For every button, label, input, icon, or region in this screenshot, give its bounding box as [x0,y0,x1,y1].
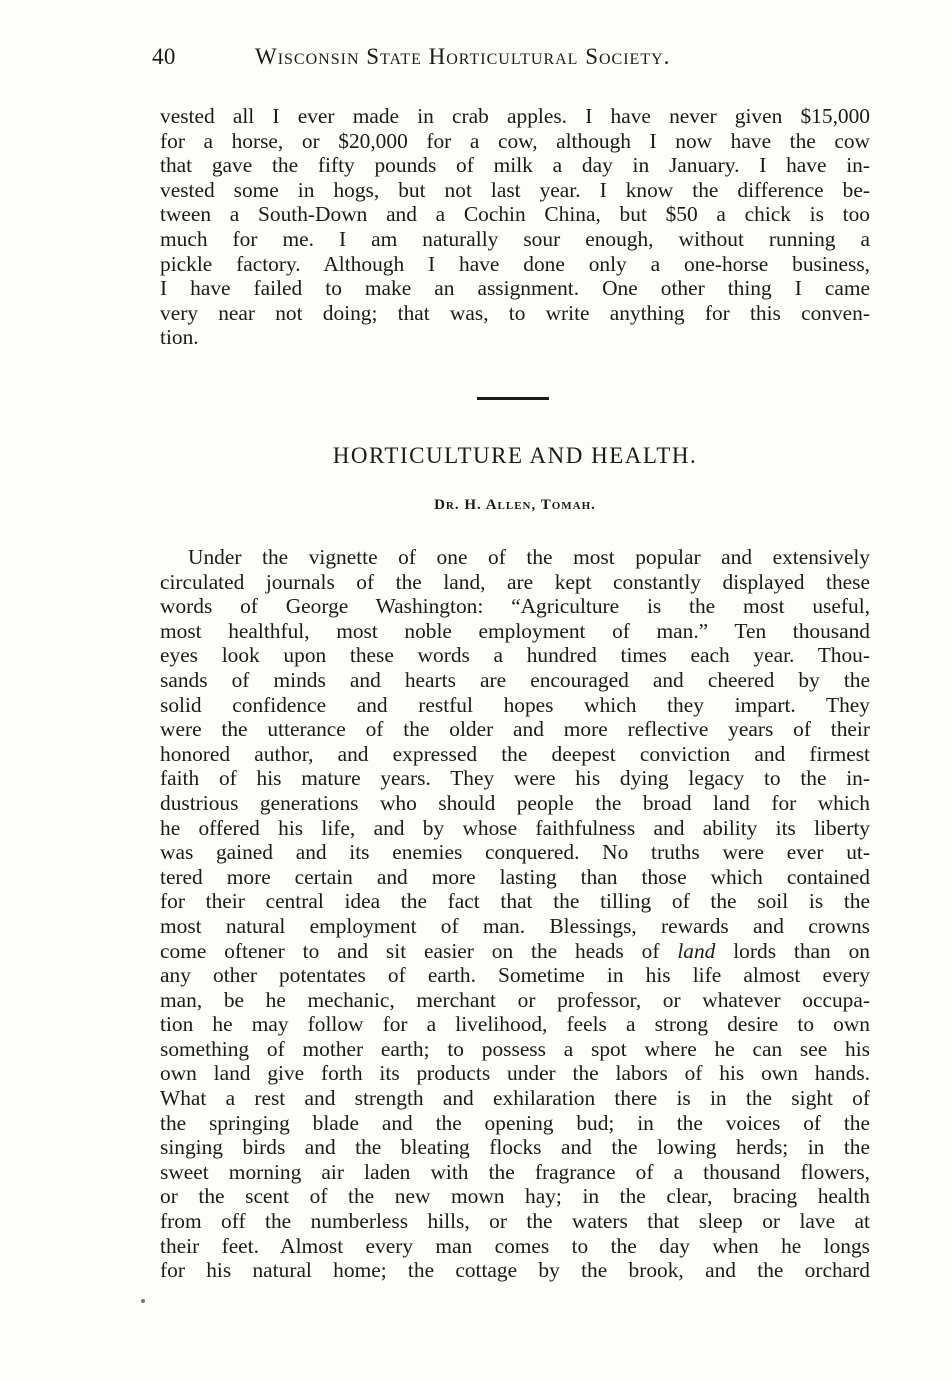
text-line: honored author, and expressed the deepest conviction and firmest [160,741,870,766]
text-line: that gave the fifty pounds of milk a day in January. I have in- [160,153,870,178]
page-number: 40 [152,44,176,69]
text-line: tween a South-Down and a Cochin China, but $50 a chick is too [160,202,870,227]
text-line: were the utterance of the older and more reflective years of their [160,717,870,742]
text-line: tered more certain and more lasting than those which contained [160,864,870,889]
text-line: man, be he mechanic, merchant or professor, or whatever occupa- [160,987,870,1012]
text-line: the springing blade and the opening bud; in the voices of the [160,1110,870,1135]
text-line: much for me. I am naturally sour enough, without running a [160,226,870,251]
text-line: from off the numberless hills, or the waters that sleep or lave at [160,1209,870,1234]
print-speck [141,1299,145,1303]
section-divider [477,397,549,400]
text-line: What a rest and strength and exhilaration there is in the sight of [160,1086,870,1111]
text-line: tion. [160,325,199,350]
text-line: very near not doing; that was, to write anything for this conven- [160,300,870,325]
text-line: most healthful, most noble employment of man.” Ten thousand [160,618,870,643]
text-line: pickle factory. Although I have done only a one-horse business, [160,251,870,276]
article-byline: Dr. H. Allen, Tomah. [434,497,596,513]
text-line: vested some in hogs, but not last year. I know the difference be- [160,177,870,202]
article-body [160,545,870,1283]
text-line: for their central idea the fact that the tilling of the soil is the [160,889,870,914]
text-line: sands of minds and hearts are encouraged and cheered by the [160,667,870,692]
text-line: sweet morning air laden with the fragrance of a thousand flowers, [160,1159,870,1184]
text-line: for his natural home; the cottage by the brook, and the orchard [160,1258,870,1283]
journal-title: Wisconsin State Horticultural Society. [255,44,671,69]
text-line: for a horse, or $20,000 for a cow, although I now have the cow [160,128,870,153]
text-line: own land give forth its products under the labors of his own hands. [160,1061,870,1086]
text-line: words of George Washington: “Agriculture is the most useful, [160,594,870,619]
text-line: singing birds and the bleating flocks and the lowing herds; in the [160,1135,870,1160]
article-title: HORTICULTURE AND HEALTH. [332,443,698,468]
text-line: eyes look upon these words a hundred times each year. Thou- [160,643,870,668]
text-line: any other potentates of earth. Sometime in his life almost every [160,963,870,988]
running-head [152,44,872,74]
text-line: he offered his life, and by whose faithfulness and ability its liberty [160,815,870,840]
text-line: or the scent of the new mown hay; in the clear, bracing health [160,1184,870,1209]
text-line: come oftener to and sit easier on the heads of land lords than on [160,938,870,963]
italic-word: land [677,938,716,963]
text-line: most natural employment of man. Blessings, rewards and crowns [160,913,870,938]
text-line: faith of his mature years. They were his dying legacy to the in- [160,766,870,791]
text-line: vested all I ever made in crab apples. I have never given $15,000 [160,104,870,128]
text-line: tion he may follow for a livelihood, feels a strong desire to own [160,1012,870,1037]
text-line: their feet. Almost every man comes to the day when he longs [160,1233,870,1258]
text-line: dustrious generations who should people the broad land for which [160,790,870,815]
previous-article-text [160,104,870,350]
text-line: I have failed to make an assignment. One other thing I came [160,276,870,301]
text-line: was gained and its enemies conquered. No truths were ever ut- [160,840,870,865]
text-line: solid confidence and restful hopes which they impart. They [160,692,870,717]
text-line: something of mother earth; to possess a spot where he can see his [160,1036,870,1061]
text-line: Under the vignette of one of the most popular and extensively [188,545,870,569]
text-line: circulated journals of the land, are kept constantly displayed these [160,569,870,594]
